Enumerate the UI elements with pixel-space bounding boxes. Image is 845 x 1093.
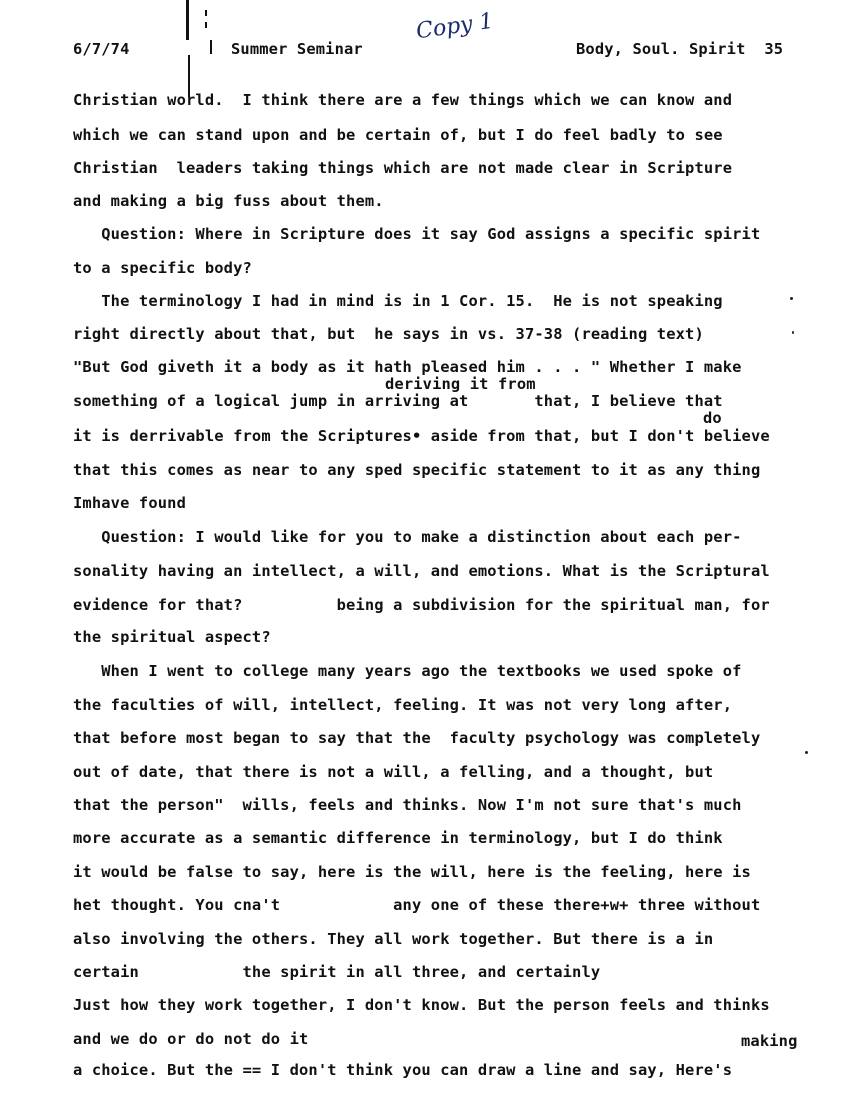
text-line: also involving the others. They all work together. But there is a in — [73, 930, 714, 948]
text-line: it is derrivable from the Scriptures• aside from that, but I don't believe — [73, 427, 770, 445]
text-line: that this comes as near to any sped specific statement to it as any thing — [73, 461, 761, 479]
text-line: to a specific body? — [73, 259, 252, 277]
text-line: out of date, that there is not a will, a felling, and a thought, but — [73, 763, 714, 781]
text-line: a choice. But the == I don't think you can draw a line and say, Here's — [73, 1061, 733, 1079]
text-line: the spiritual aspect? — [73, 628, 271, 646]
text-line: The terminology I had in mind is in 1 Cor. 15. He is not speaking — [73, 292, 723, 310]
text-line: that the person" wills, feels and thinks. Now I'm not sure that's much — [73, 796, 742, 814]
text-line: Christian world. I think there are a few things which we can know and — [73, 91, 733, 109]
margin-mark — [210, 40, 212, 54]
text-line: which we can stand upon and be certain of, but I do feel badly to see — [73, 126, 723, 144]
speck — [792, 331, 794, 334]
text-line: the faculties of will, intellect, feeling. It was not very long after, — [73, 696, 733, 714]
margin-mark — [205, 22, 207, 28]
text-line: right directly about that, but he says in vs. 37-38 (reading text) — [73, 325, 704, 343]
margin-mark — [205, 10, 207, 16]
text-line: it would be false to say, here is the will, here is the feeling, here is — [73, 863, 751, 881]
text-line: and making a big fuss about them. — [73, 192, 384, 210]
interlinear-insert: deriving it from — [385, 375, 536, 393]
text-line: sonality having an intellect, a will, and emotions. What is the Scriptural — [73, 562, 770, 580]
text-line: something of a logical jump in arriving at that, I believe that — [73, 392, 723, 410]
text-line: "But God giveth it a body as it hath pleased him . . . " Whether I make — [73, 358, 742, 376]
text-line: Just how they work together, I don't know. But the person feels and thinks — [73, 996, 770, 1014]
handwritten-copy-note: Copy 1 — [414, 8, 495, 45]
text-line: more accurate as a semantic difference in terminology, but I do think — [73, 829, 723, 847]
text-line: evidence for that? being a subdivision for the spiritual man, for — [73, 596, 770, 614]
text-line: Question: Where in Scripture does it say God assigns a specific spirit — [73, 225, 761, 243]
text-line: Christian leaders taking things which are not made clear in Scripture — [73, 159, 733, 177]
interlinear-insert: do — [703, 409, 722, 427]
text-line: Question: I would like for you to make a distinction about each per- — [73, 528, 742, 546]
header-date: 6/7/74 — [73, 40, 130, 58]
text-line: and we do or do not do it — [73, 1030, 309, 1048]
margin-mark — [186, 0, 189, 40]
speck — [790, 297, 793, 300]
text-line: Imhave found — [73, 494, 186, 512]
speck — [805, 751, 808, 754]
header-seminar: Summer Seminar — [231, 40, 363, 58]
header-title-page: Body, Soul. Spirit 35 — [576, 40, 784, 58]
text-line: When I went to college many years ago the textbooks we used spoke of — [73, 662, 742, 680]
text-line-right-fragment: making — [741, 1032, 798, 1050]
text-line: certain the spirit in all three, and certainly — [73, 963, 601, 981]
text-line: that before most began to say that the faculty psychology was completely — [73, 729, 761, 747]
text-line: het thought. You cna't any one of these there+w+ three without — [73, 896, 761, 914]
